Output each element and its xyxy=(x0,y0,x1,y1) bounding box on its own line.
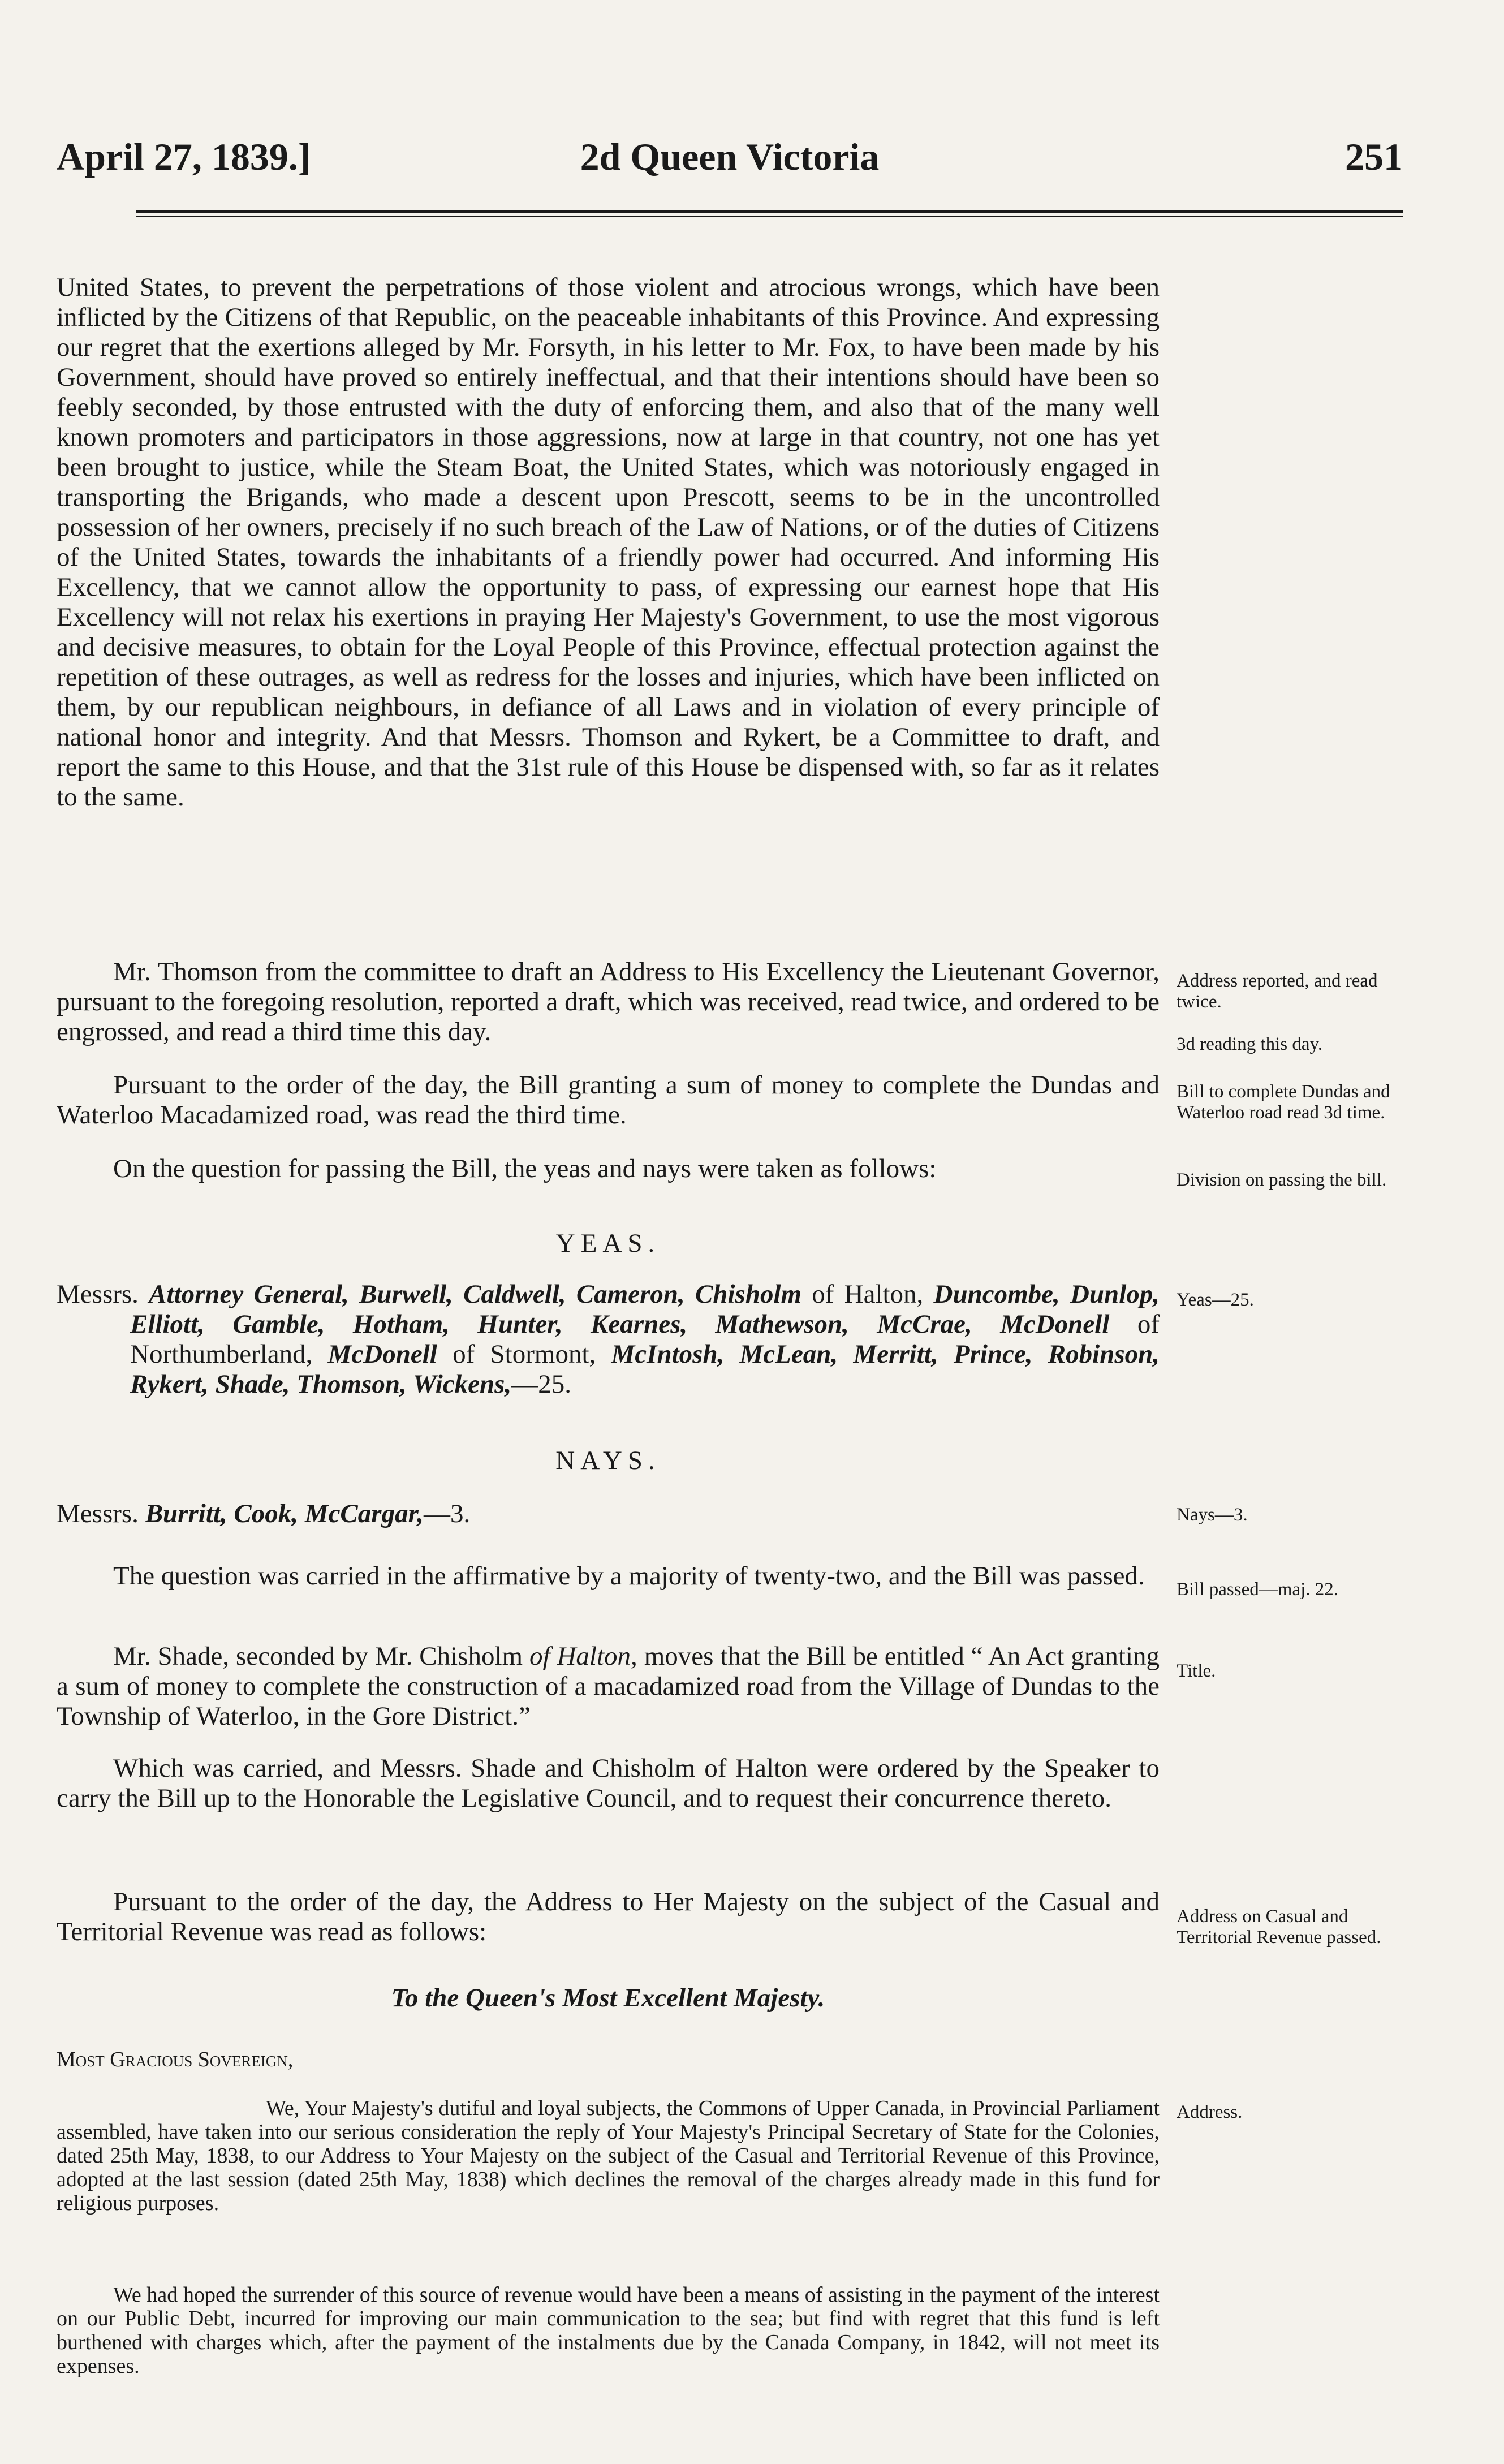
yeas-names: McIntosh, McLean, Merritt, Prince, Robinson, Rykert, Shade, Thomson, Wickens, xyxy=(130,1339,1160,1399)
margin-note-nays: Nays—3. xyxy=(1177,1505,1248,1525)
paragraph-text: Pursuant to the order of the day, the Address to Her Majesty on the subject of the Casual and Territorial Revenue was read as follows: xyxy=(57,1887,1160,1946)
yeas-heading: YEAS. xyxy=(555,1229,661,1258)
running-head xyxy=(57,131,1403,182)
margin-note-yeas: Yeas—25. xyxy=(1177,1290,1254,1310)
header-rule-thick xyxy=(136,210,1403,213)
yeas-names: Attorney General, Burwell, Caldwell, Cameron, Chisholm xyxy=(149,1280,802,1309)
paragraph-text: Mr. Thomson from the committee to draft an Address to His Excellency the Lieutenant Governor, pursuant to the foregoing resolution, reported a draft, which was received, read twice, and ordered to be engrossed, and read a third time this day. xyxy=(57,957,1160,1046)
margin-note-title: Title. xyxy=(1177,1661,1216,1681)
nays-total: —3. xyxy=(424,1499,471,1528)
margin-note-bill-complete: Bill to complete Dundas and Waterloo road read 3d time. xyxy=(1177,1082,1390,1123)
margin-note-third-reading: 3d reading this day. xyxy=(1177,1034,1323,1054)
concurrence-paragraph xyxy=(57,1754,1160,1813)
division-paragraph xyxy=(57,1154,1160,1184)
yeas-lead: Messrs. xyxy=(57,1280,139,1309)
resolution-paragraph xyxy=(57,273,1160,812)
header-title: 2d Queen Victoria xyxy=(580,135,880,178)
paragraph-text: Pursuant to the order of the day, the Bill granting a sum of money to complete the Dundas and Waterloo Macadamized road, was read the third time. xyxy=(57,1070,1160,1130)
margin-note-division: Division on passing the bill. xyxy=(1177,1170,1387,1190)
yeas-names: McDonell xyxy=(327,1339,437,1369)
yeas-total: —25. xyxy=(511,1369,571,1399)
paragraph-text: We, Your Majesty's dutiful and loyal subjects, the Commons of Upper Canada, in Provincial Parliament assembled, have taken into our serious consideration the reply of Your Majesty's Principal Secretary of State for the Colonies, dated 25th May, 1838, to our Address to Your Majesty on the subject of the Casual and Territorial Revenue of this Province, adopted at the last session (dated 25th May, 1838) which declines the removal of the charges already made in this fund for religious purposes. xyxy=(57,2096,1160,2215)
paragraph-text: United States, to prevent the perpetrations of those violent and atrocious wrongs, which have been inflicted by the Citizens of that Republic, on the peaceable inhabitants of this Province. And expressing our regret that the exertions alleged by Mr. Forsyth, in his letter to Mr. Fox, to have been made by his Government, should have proved so entirely ineffectual, and that their intentions should have been so feebly seconded, by those entrusted with the duty of enforcing them, and also that of the many well known promoters and participators in those aggressions, now at large in that country, not one has yet been brought to justice, while the Steam Boat, the United States, which was notoriously engaged in transporting the Brigands, who made a descent upon Prescott, seems to be in the uncontrolled possession of her owners, precisely if no such breach of the Law of Nations, or of the duties of Citizens of the United States, towards the inhabitants of a friendly power had occurred. And informing His Excellency, that we cannot allow the opportunity to pass, of expressing our earnest hope that His Excellency will not relax his exertions in praying Her Majesty's Government, to use the most vigorous and decisive measures, to obtain for the Loyal People of this Province, effectual protection against the repetition of these outrages, as well as redress for the losses and injuries, which have been inflicted on them, by our republican neighbours, in defiance of all Laws and in violation of every principle of national honor and integrity. And that Messrs. Thomson and Rykert, be a Committee to draft, and report the same to this House, and that the 31st rule of this House be dispensed with, so far as it relates to the same. xyxy=(57,273,1160,812)
margin-note-address-reported: Address reported, and read twice. xyxy=(1177,971,1378,1012)
paragraph-text: Which was carried, and Messrs. Shade and Chisholm of Halton were ordered by the Speaker to carry the Bill up to the Honorable the Legislative Council, and to request their concurrence thereto. xyxy=(57,1754,1160,1813)
nays-lead: Messrs. xyxy=(57,1499,139,1528)
paragraph-text: The question was carried in the affirmative by a majority of twenty-two, and the Bill was passed. xyxy=(113,1561,1145,1591)
paragraph-text: We had hoped the surrender of this source of revenue would have been a means of assisting in the payment of the interest on our Public Debt, incurred for improving our main communication to the sea; but find with regret that this fund is left burthened with charges which, after the payment of the instalments due by the Canada Company, in 1842, will not meet its expenses. xyxy=(57,2283,1160,2378)
address-paragraph-2 xyxy=(57,2283,1160,2378)
nays-names: Burritt, Cook, McCargar, xyxy=(145,1499,424,1528)
yeas-list: Messrs. Attorney General, Burwell, Caldwell, Cameron, Chisholm of Halton, Duncombe, Dunlop, Elliott, Gamble, Hotham, Hunter, Kearnes, Mathewson, McCrae, McDonell of Northumberland, McDonell of Stormont, McIntosh, McLean, Merritt, Prince, Robinson, Rykert, Shade, Thomson, Wickens,—25. xyxy=(57,1280,1160,1399)
title-motion-paragraph: Mr. Shade, seconded by Mr. Chisholm of Halton, moves that the Bill be entitled “ An Act granting a sum of money to complete the construction of a macadamized road from the Village of Dundas to the Township of Waterloo, in the Gore District.” xyxy=(57,1642,1160,1731)
page-number: 251 xyxy=(1345,135,1403,178)
margin-note-address-casual: Address on Casual and Territorial Revenue passed. xyxy=(1177,1906,1381,1948)
nays-list xyxy=(57,1499,1160,1529)
committee-report-paragraph xyxy=(57,957,1160,1047)
header-date: April 27, 1839.] xyxy=(57,135,311,178)
margin-note-bill-passed: Bill passed—maj. 22. xyxy=(1177,1579,1338,1600)
nays-heading: NAYS. xyxy=(555,1446,661,1475)
salutation: Most Gracious Sovereign, xyxy=(57,2048,294,2071)
bill-third-reading-paragraph xyxy=(57,1070,1160,1130)
paragraph-text: On the question for passing the Bill, the yeas and nays were taken as follows: xyxy=(113,1154,937,1183)
address-reading-paragraph xyxy=(57,1887,1160,1947)
address-title: To the Queen's Most Excellent Majesty. xyxy=(391,1983,825,2013)
bill-passed-paragraph xyxy=(57,1561,1160,1591)
address-paragraph-1 xyxy=(57,2096,1160,2215)
header-rule-thin xyxy=(136,216,1403,217)
yeas-names: Duncombe, Dunlop, Elliott, Gamble, Hotham, Hunter, Kearnes, Mathewson, McCrae, McDonell xyxy=(130,1280,1160,1339)
margin-note-address: Address. xyxy=(1177,2102,1243,2122)
